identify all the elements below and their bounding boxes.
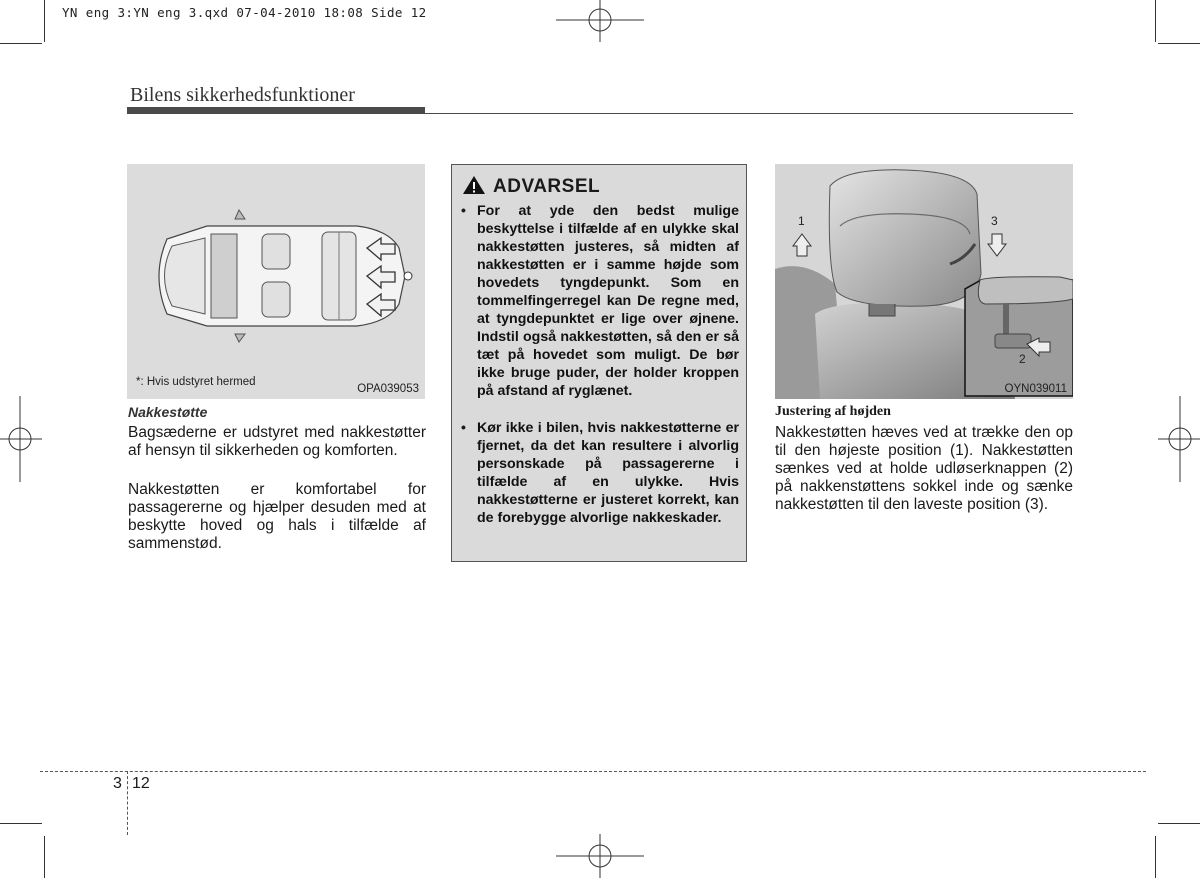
height-adjust-heading: Justering af højden [775, 404, 891, 419]
car-topview-figure [127, 164, 425, 399]
warning-title: ADVARSEL [493, 176, 601, 197]
bullet-icon: • [461, 419, 466, 435]
headrest-figure [775, 164, 1073, 399]
header-bar [127, 107, 425, 114]
chapter-number: 3 [113, 775, 122, 792]
height-adjust-paragraph: Nakkestøtten hæves ved at trække den op til den højeste position (1). Nakkestøtten sænkes ved at holde udløserknappen (2) på nakkenstøttens sokkel inde og sænke nakkestøtten til den laveste position (3). [775, 424, 1073, 513]
headrest-heading: Nakkestøtte [128, 404, 208, 420]
label-3: 3 [991, 214, 998, 228]
car-topview-illustration [127, 164, 425, 399]
section-title: Bilens sikkerhedsfunktioner [130, 84, 355, 106]
header-rule [425, 113, 1073, 114]
page-number: 12 [132, 775, 150, 792]
warning-item-1: For at yde den bedst mulige beskyttelse i tilfælde af en ulykke skal nakkestøtten justeres, så midten af nakkestøtten er i samme højde som hovedets tyngdepunkt. Som en tommelfingerregel kan De regne med, at tyngdepunktet er lige over øjnene. Indstil også nakkestøtten, så den er så tæt på hovedet som muligt. De bør ikke bruge puder, der holder kroppen på afstand af ryglænet. [477, 203, 739, 399]
print-header: YN eng 3:YN eng 3.qxd 07-04-2010 18:08 Side 12 [62, 5, 427, 20]
bullet-icon: • [461, 202, 466, 218]
figure-note: *: Hvis udstyret hermed [136, 376, 256, 388]
footer-rule [40, 771, 1146, 772]
label-1: 1 [798, 214, 805, 228]
footer-divider [127, 771, 128, 835]
label-2: 2 [1019, 352, 1026, 366]
warning-item-2: Kør ikke i bilen, hvis nakkestøtterne er fjernet, da det kan resultere i alvorlig personskade på passagererne i tilfælde af en ulykke. Hvis nakkestøtterne er justeret korrekt, kan de forebygge alvorlige nakkeskader. [477, 420, 739, 526]
headrest-paragraph-1: Bagsæderne er udstyret med nakkestøtter af hensyn til sikkerheden og komforten. [128, 424, 426, 459]
headrest-illustration [775, 164, 1073, 399]
warning-triangle-icon [462, 175, 486, 195]
figure-code: OYN039011 [1004, 383, 1067, 395]
headrest-paragraph-2: Nakkestøtten er komfortabel for passagererne og hjælper desuden med at beskytte hoved og hals i tilfælde af sammenstød. [128, 481, 426, 552]
figure-code: OPA039053 [357, 383, 419, 395]
